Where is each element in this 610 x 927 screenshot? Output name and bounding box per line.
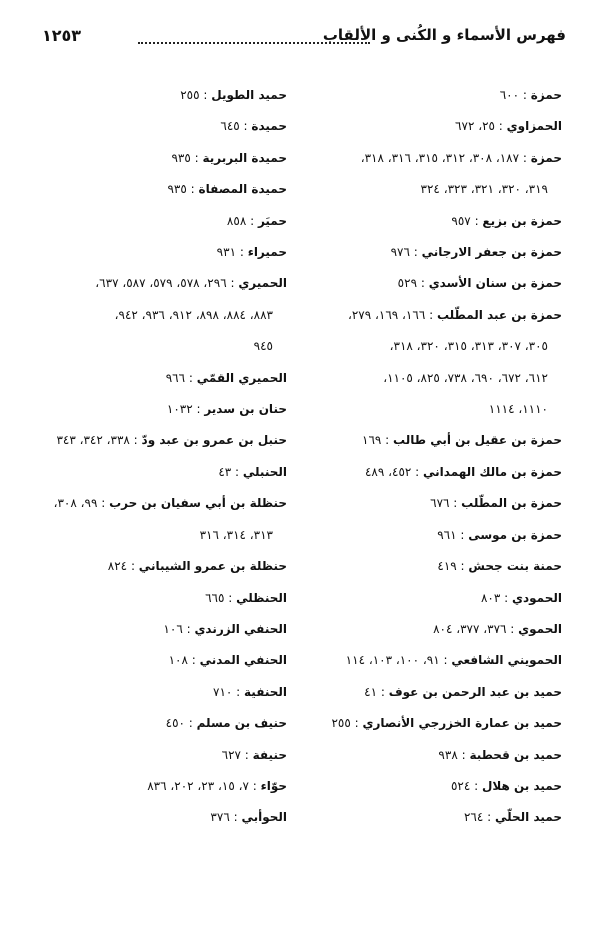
index-entry: حمزة بن جعفر الارجاني : ٩٧٦	[390, 245, 562, 260]
entry-pages: ٩٧٦	[390, 245, 410, 260]
index-entry: حمزة : ٦٠٠	[499, 88, 562, 102]
entry-name: حميد بن عمارة الخزرجي الأنصاري	[362, 716, 562, 731]
entry-name: حمزة بن جعفر الارجاني	[421, 245, 562, 260]
entry-pages-continued: ٣١٩، ٣٢٠، ٣٢١، ٣٢٣، ٣٢٤	[420, 182, 548, 197]
entry-pages: ١٦٦، ١٦٩، ٢٧٩،	[347, 307, 426, 322]
index-entry: الحنفي الزرندي : ١٠٦	[163, 621, 287, 636]
entry-name: الحميري	[238, 276, 287, 291]
index-entry: حنيفة : ٦٢٧	[221, 747, 287, 762]
entry-name: حميدة المصفاة	[198, 182, 287, 197]
entry-pages: ٩٥٧	[451, 213, 471, 228]
entry-name: حمزة بن المطّلب	[461, 496, 562, 511]
entry-name: حنظلة بن عمرو الشيباني	[138, 559, 287, 574]
entry-name: الحنبلي	[242, 464, 287, 479]
index-entry: حمزة بن سنان الأسدي : ٥٢٩	[397, 276, 562, 291]
entry-pages: ٩٦١	[437, 527, 457, 542]
entry-pages: ٩٣٥	[171, 150, 191, 165]
entry-pages-continued: ٣١٣، ٣١٤، ٣١٦	[199, 527, 273, 542]
entry-name: حميدة	[251, 119, 287, 134]
entry-name: الحمزاوي	[506, 119, 562, 134]
header-title: فهرس الأسماء و الكُنى و الألقاب	[322, 26, 566, 44]
entry-pages-continued: ٩٤٥	[253, 339, 273, 354]
entry-pages-continued: ١١١٠، ١١١٤	[488, 402, 548, 417]
entry-name: حميد بن قحطبة	[469, 747, 562, 762]
entry-name: الحنفي المدني	[199, 653, 287, 668]
index-entry: حنبل بن عمرو بن عبد ودّ : ٣٣٨، ٣٤٢، ٣٤٣	[56, 433, 287, 448]
entry-pages: ٨٢٤	[107, 559, 128, 574]
entry-pages: ٨٠٣	[480, 590, 501, 605]
entry-name: حمزة بن بزيع	[482, 213, 562, 228]
index-entry: حنيف بن مسلم : ٤٥٠	[165, 716, 287, 731]
index-entry: الحميري : ٢٩٦، ٥٧٨، ٥٧٩، ٥٨٧، ٦٣٧، ٨٨٣، ٨٨٤، ٨٩٨، ٩١٢، ٩٣٦، ٩٤٢، ٩٤٥	[42, 268, 287, 362]
entry-pages: ٦٧٦	[430, 496, 450, 511]
index-entry: حمنة بنت جحش : ٤١٩	[437, 559, 562, 574]
entry-pages: ٣٣٨، ٣٤٢، ٣٤٣	[56, 433, 130, 448]
index-entry: حميد بن عبد الرحمن بن عوف : ٤١	[364, 684, 562, 699]
entry-pages: ٥٢٤	[450, 778, 471, 793]
entry-name: الحنفي الزرندي	[194, 621, 287, 636]
entry-pages: ٤١٩	[437, 559, 457, 574]
index-entry: الحنفية : ٧١٠	[213, 684, 287, 699]
index-entry: حمزة بن بزيع : ٩٥٧	[451, 213, 562, 228]
entry-name: حمزة بن عبد المطّلب	[436, 307, 562, 322]
entry-name: حمزة بن مالك الهمداني	[423, 464, 562, 479]
entry-pages: ٤٥٢، ٤٨٩	[364, 464, 412, 479]
index-entry: حميد الحلّي : ٢٦٤	[463, 810, 562, 825]
entry-pages: ١٠٣٢	[166, 402, 193, 417]
entry-name: حميد الطويل	[211, 88, 287, 102]
entry-name: حمزة بن موسى	[468, 527, 562, 542]
entry-name: حميد بن هلال	[481, 778, 562, 793]
header-leader-dots	[138, 42, 370, 44]
entry-pages: ٥٢٩	[397, 276, 418, 291]
entry-pages: ٢٥، ٦٧٢	[455, 119, 495, 134]
index-entry: حميدة المصفاة : ٩٣٥	[167, 182, 287, 197]
index-entry: حميد الطويل : ٢٥٥	[180, 88, 287, 102]
entry-pages: ٣٧٦	[210, 810, 230, 825]
entry-name: حمنة بنت جحش	[468, 559, 562, 574]
entry-pages: ٤٣	[218, 464, 232, 479]
index-entry: حمزة بن المطّلب : ٦٧٦	[430, 496, 562, 511]
entry-name: حنان بن سدير	[204, 402, 287, 417]
index-entry: الحنفي المدني : ١٠٨	[168, 653, 287, 668]
page-header	[42, 26, 566, 50]
index-entry: حنظلة بن أبي سفيان بن حرب : ٩٩، ٣٠٨، ٣١٣، ٣١٤، ٣١٦	[42, 488, 287, 551]
entry-pages: ٩٣١	[216, 245, 237, 260]
entry-pages: ٩٣٥	[167, 182, 187, 197]
index-entry: الحنبلي : ٤٣	[218, 464, 287, 479]
entry-pages: ٢٥٥	[331, 716, 351, 731]
entry-name: حمزة	[530, 88, 562, 102]
entry-name: حميدة البربرية	[202, 150, 287, 165]
entry-name: حنيفة	[252, 747, 287, 762]
index-column-right	[326, 80, 562, 834]
entry-pages: ٦٤٥	[220, 119, 240, 134]
entry-pages: ٨٥٨	[226, 213, 247, 228]
entry-pages: ٦٢٧	[221, 747, 241, 762]
entry-pages: ٧، ١٥، ٢٣، ٢٠٢، ٨٣٦	[147, 778, 249, 793]
entry-name: حنبل بن عمرو بن عبد ودّ	[141, 433, 287, 448]
index-column-left	[42, 80, 287, 834]
entry-name: حوّاء	[260, 778, 287, 793]
entry-pages: ٩٦٦	[165, 370, 186, 385]
entry-name: حنظلة بن أبي سفيان بن حرب	[109, 496, 287, 511]
entry-pages: ٧١٠	[213, 684, 233, 699]
index-entry: حمزة بن عقيل بن أبي طالب : ١٦٩	[362, 433, 562, 448]
index-entry: حميدة : ٦٤٥	[220, 119, 287, 134]
index-entry: حمزة بن مالك الهمداني : ٤٥٢، ٤٨٩	[364, 464, 562, 479]
entry-name: الحموي	[518, 621, 562, 636]
entry-name: الحمودي	[512, 590, 562, 605]
entry-pages: ٤٥٠	[165, 716, 185, 731]
index-entry: حميد بن عمارة الخزرجي الأنصاري : ٢٥٥	[331, 716, 562, 731]
entry-pages-continued: ٦١٢، ٦٧٢، ٦٩٠، ٧٣٨، ٨٢٥، ١١٠٥،	[383, 370, 548, 385]
index-entry: حنان بن سدير : ١٠٣٢	[166, 402, 287, 417]
entry-name: حميد بن عبد الرحمن بن عوف	[388, 684, 562, 699]
entry-pages: ١٠٨	[168, 653, 188, 668]
entry-name: حنيف بن مسلم	[196, 716, 287, 731]
index-entry: الحمودي : ٨٠٣	[480, 590, 562, 605]
index-entry: حميد بن قحطبة : ٩٣٨	[438, 747, 562, 762]
index-entry: الحنظلي : ٦٦٥	[205, 590, 287, 605]
entry-name: حمزة	[530, 150, 562, 165]
entry-pages: ٦٠٠	[499, 88, 520, 102]
entry-pages: ٢٥٥	[180, 88, 200, 102]
index-entry: حوّاء : ٧، ١٥، ٢٣، ٢٠٢، ٨٣٦	[147, 778, 287, 793]
entry-pages: ٣٧٦، ٣٧٧، ٨٠٤	[433, 621, 507, 636]
index-entry: حمزة بن موسى : ٩٦١	[437, 527, 562, 542]
entry-pages: ٩١، ١٠٠، ١٠٣، ١١٤	[345, 653, 440, 668]
entry-name: حمزة بن عقيل بن أبي طالب	[393, 433, 562, 448]
index-entry: حميد بن هلال : ٥٢٤	[450, 778, 562, 793]
entry-name: حميد الحلّي	[494, 810, 562, 825]
entry-pages-continued: ٣٠٥، ٣٠٧، ٣١٣، ٣١٥، ٣٢٠، ٣١٨،	[389, 339, 548, 354]
entry-pages: ٢٦٤	[463, 810, 484, 825]
entry-name: الحنظلي	[236, 590, 287, 605]
entry-pages: ٩٩، ٣٠٨،	[53, 496, 98, 511]
index-entry: حنظلة بن عمرو الشيباني : ٨٢٤	[107, 559, 287, 574]
page-number: ١٢٥٣	[42, 26, 82, 45]
index-entry: حميراء : ٩٣١	[216, 245, 287, 260]
index-entry: الحميري القمّي : ٩٦٦	[165, 370, 287, 385]
entry-pages: ١٠٦	[163, 621, 183, 636]
index-entry: الحمزاوي : ٢٥، ٦٧٢	[455, 119, 562, 134]
entry-pages: ١٨٧، ٣٠٨، ٣١٢، ٣١٥، ٣١٦، ٣١٨،	[360, 150, 520, 165]
entry-pages: ٤١	[364, 684, 378, 699]
entry-name: الحميري القمّي	[196, 370, 287, 385]
entry-pages: ٦٦٥	[205, 590, 225, 605]
entry-pages: ٢٩٦، ٥٧٨، ٥٧٩، ٥٨٧، ٦٣٧،	[95, 276, 227, 291]
entry-name: الحمويني الشافعي	[451, 653, 562, 668]
index-entry: حمزة بن عبد المطّلب : ١٦٦، ١٦٩، ٢٧٩، ٣٠٥، ٣٠٧، ٣١٣، ٣١٥، ٣٢٠، ٣١٨، ٦١٢، ٦٧٢، ٦٩٠، ٧٣٨، ٨٢٥، ١١٠٥، ١١١٠، ١١١٤	[326, 300, 562, 426]
index-entry: الحمويني الشافعي : ٩١، ١٠٠، ١٠٣، ١١٤	[345, 653, 562, 668]
entry-name: الحوأبي	[241, 810, 287, 825]
entry-pages: ٩٣٨	[438, 747, 458, 762]
entry-name: حميَر	[257, 213, 287, 228]
entry-name: حمزة بن سنان الأسدي	[428, 276, 562, 291]
index-entry: الحوأبي : ٣٧٦	[210, 810, 287, 825]
index-entry: حميدة البربرية : ٩٣٥	[171, 150, 287, 165]
entry-pages: ١٦٩	[362, 433, 382, 448]
index-entry: حمزة : ١٨٧، ٣٠٨، ٣١٢، ٣١٥، ٣١٦، ٣١٨، ٣١٩، ٣٢٠، ٣٢١، ٣٢٣، ٣٢٤	[326, 143, 562, 206]
index-entry: الحموي : ٣٧٦، ٣٧٧، ٨٠٤	[433, 621, 562, 636]
index-entry: حميَر : ٨٥٨	[226, 213, 287, 228]
entry-pages-continued: ٨٨٣، ٨٨٤، ٨٩٨، ٩١٢، ٩٣٦، ٩٤٢،	[114, 307, 273, 322]
entry-name: الحنفية	[244, 684, 287, 699]
entry-name: حميراء	[247, 245, 287, 260]
